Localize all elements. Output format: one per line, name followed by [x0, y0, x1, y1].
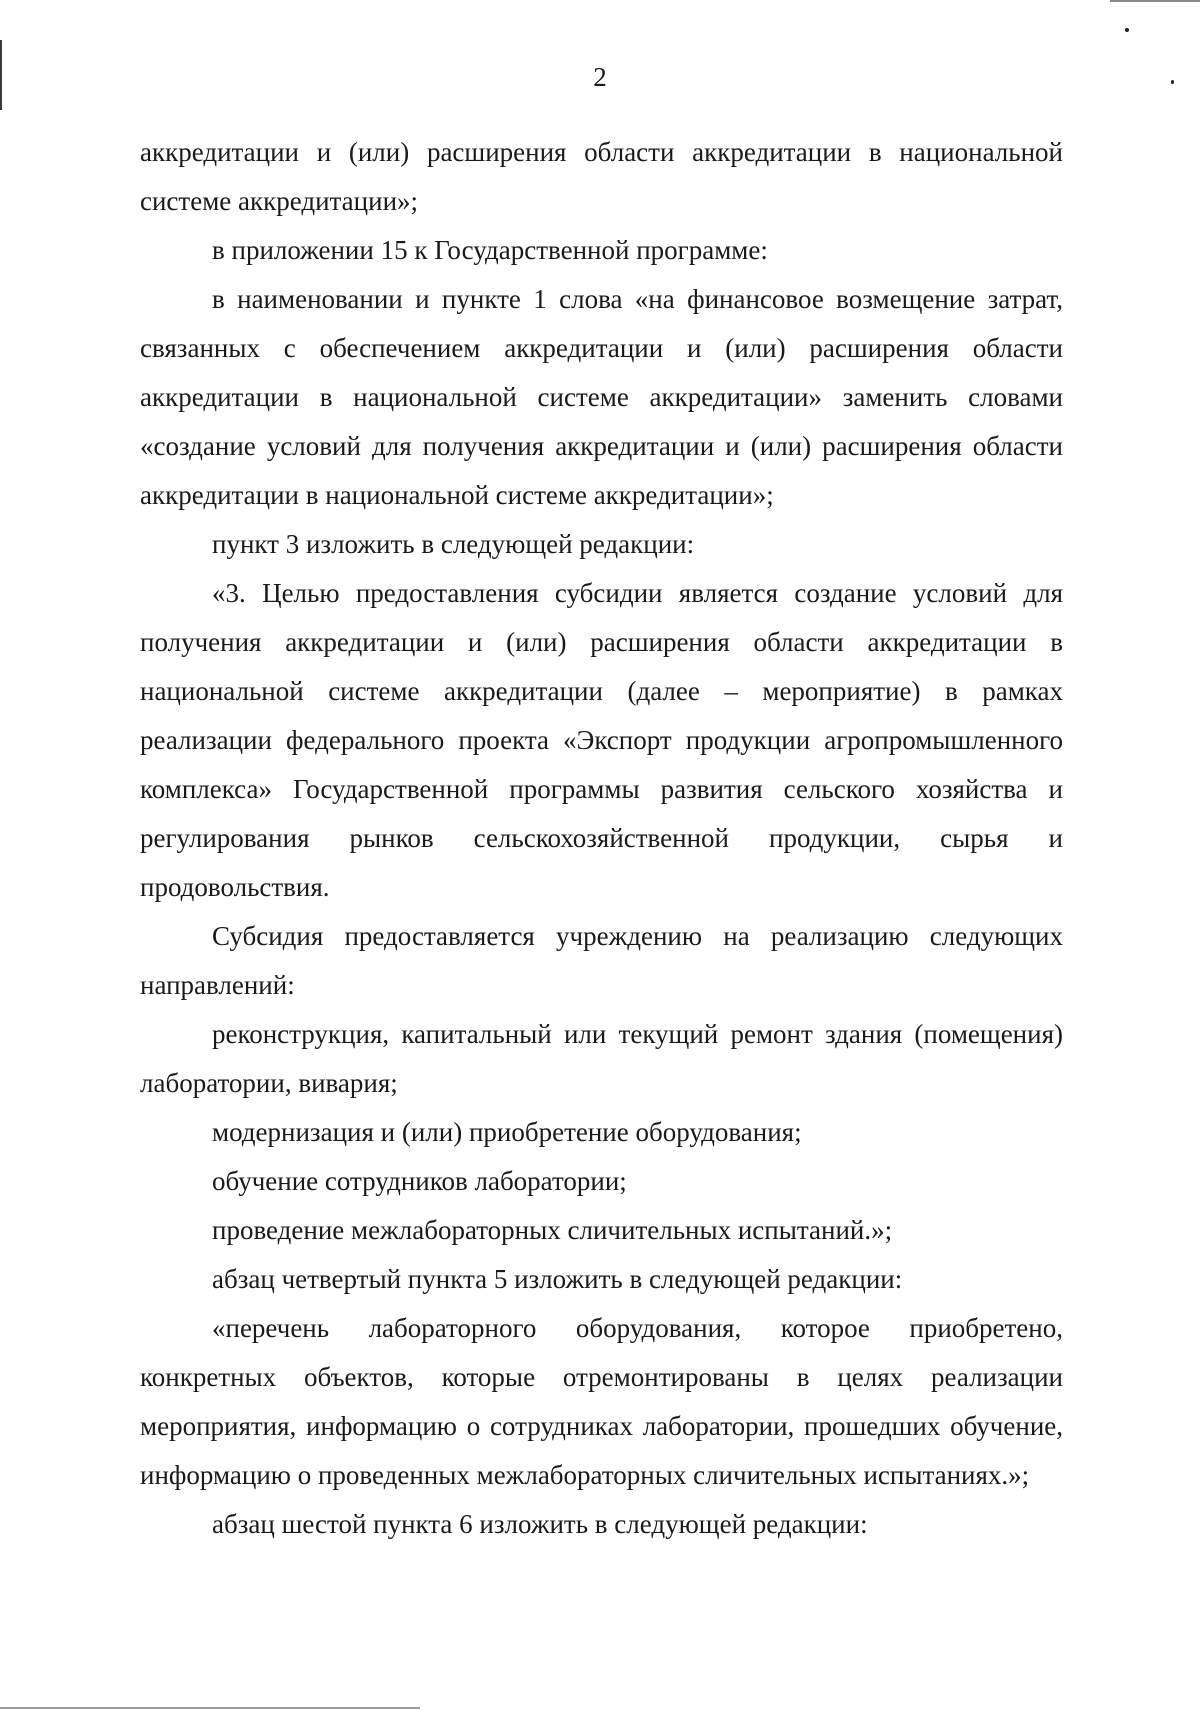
paragraph: абзац шестой пункта 6 изложить в следующей редакции:: [212, 1509, 868, 1539]
paragraph: абзац четвертый пункта 5 изложить в следующей редакции:: [212, 1264, 903, 1294]
paragraph: обучение сотрудников лаборатории;: [212, 1166, 627, 1196]
paragraph: пункт 3 изложить в следующей редакции:: [212, 529, 695, 559]
paragraph: реконструкция, капитальный или текущий ремонт здания (помещения) лаборатории, вивария;: [140, 1019, 1063, 1098]
scan-edge-mark: [0, 1707, 420, 1709]
page-number: 2: [593, 62, 607, 92]
paragraph: «перечень лабораторного оборудования, которое приобретено, конкретных объектов, которые отремонтированы в целях реализации мероприятия, информацию о сотрудниках лаборатории, прошедших обучение, информацию о проведенных межлабораторных сличительных испытаниях.»;: [140, 1313, 1063, 1490]
paragraph: модернизация и (или) приобретение оборудования;: [212, 1117, 802, 1147]
paragraph: «3. Целью предоставления субсидии является создание условий для получения аккредитации и (или) расширения области аккредитации в национальной системе аккредитации (далее – мероприятие) в рамках реализации федерального проекта «Экспорт продукции агропромышленного комплекса» Государственной программы развития сельского хозяйства и регулирования рынков сельскохозяйственной продукции, сырья и продовольствия.: [140, 578, 1063, 902]
paragraph: в наименовании и пункте 1 слова «на финансовое возмещение затрат, связанных с обеспечением аккредитации и (или) расширения области аккредитации в национальной системе аккредитации» заменить словами «создание условий для получения аккредитации и (или) расширения области аккредитации в национальной системе аккредитации»;: [140, 284, 1063, 510]
scan-edge-mark: [1110, 0, 1200, 2]
paragraph: в приложении 15 к Государственной программе:: [212, 235, 768, 265]
scan-speck: [1125, 28, 1129, 32]
paragraph: проведение межлабораторных сличительных испытаний.»;: [212, 1215, 893, 1245]
paragraph: Субсидия предоставляется учреждению на реализацию следующих направлений:: [140, 921, 1063, 1000]
paragraph: аккредитации и (или) расширения области аккредитации в национальной системе аккредитации»;: [140, 137, 1063, 216]
document-body: [140, 128, 1063, 1549]
